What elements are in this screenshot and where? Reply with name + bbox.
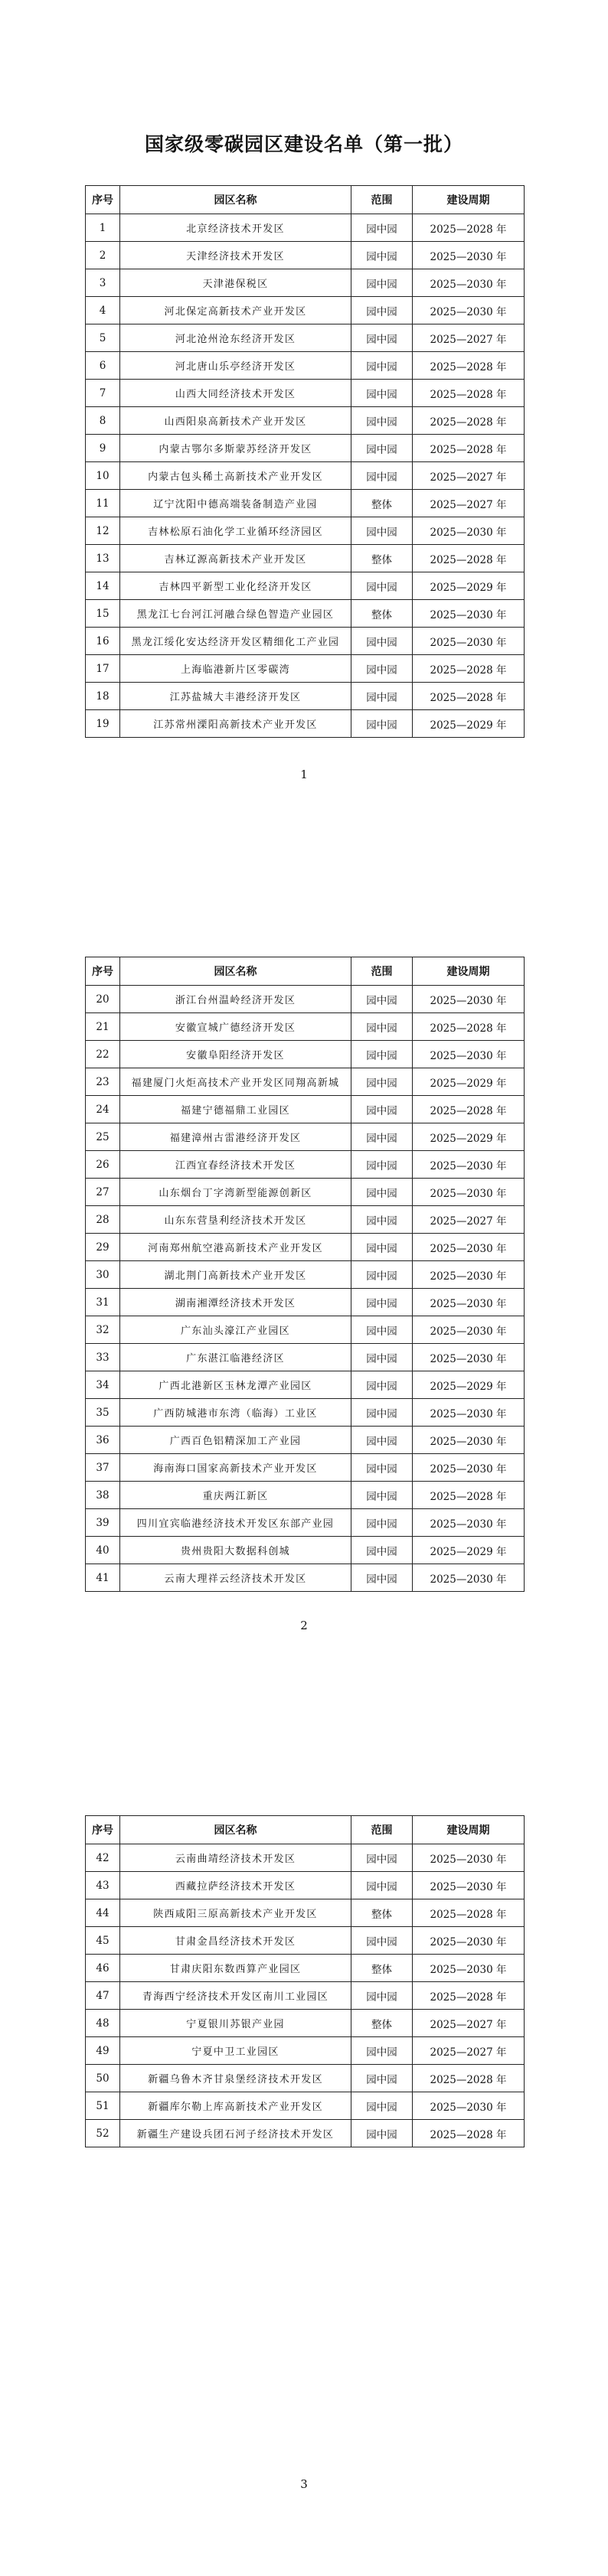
row-number: 21: [86, 1013, 120, 1041]
park-scope: 园中园: [351, 986, 413, 1013]
construction-period: 2025—2030 年: [413, 986, 525, 1013]
construction-period: 2025—2030 年: [413, 1179, 525, 1206]
park-name: 西藏拉萨经济技术开发区: [120, 1872, 351, 1899]
construction-period: 2025—2027 年: [413, 2037, 525, 2065]
table-row: [86, 1982, 525, 2010]
construction-period: 2025—2027 年: [413, 462, 525, 490]
construction-period: 2025—2030 年: [413, 1316, 525, 1344]
park-scope: 园中园: [351, 1482, 413, 1509]
table-row: [86, 1899, 525, 1927]
construction-period: 2025—2030 年: [413, 1399, 525, 1427]
row-number: 45: [86, 1927, 120, 1955]
park-table: [85, 957, 525, 1592]
table-row: [86, 1179, 525, 1206]
row-number: 17: [86, 655, 120, 683]
table-row: [86, 1261, 525, 1289]
table-row: [86, 2010, 525, 2037]
table-row: [86, 986, 525, 1013]
park-name: 青海西宁经济技术开发区南川工业园区: [120, 1982, 351, 2010]
construction-period: 2025—2030 年: [413, 2092, 525, 2120]
row-number: 32: [86, 1316, 120, 1344]
table-row: [86, 572, 525, 600]
row-number: 41: [86, 1564, 120, 1592]
park-scope: 园中园: [351, 1068, 413, 1096]
header-period: 建设周期: [413, 186, 525, 214]
table-row: [86, 2120, 525, 2147]
park-scope: 园中园: [351, 380, 413, 407]
park-scope: 园中园: [351, 1261, 413, 1289]
park-name: 广东湛江临港经济区: [120, 1344, 351, 1371]
construction-period: 2025—2028 年: [413, 683, 525, 710]
park-scope: 园中园: [351, 1537, 413, 1564]
park-scope: 园中园: [351, 1316, 413, 1344]
park-scope: 园中园: [351, 1344, 413, 1371]
row-number: 27: [86, 1179, 120, 1206]
row-number: 42: [86, 1844, 120, 1872]
park-scope: 园中园: [351, 1427, 413, 1454]
table-row: [86, 655, 525, 683]
table-row: [86, 380, 525, 407]
row-number: 28: [86, 1206, 120, 1234]
park-name: 吉林松原石油化学工业循环经济园区: [120, 517, 351, 545]
table-row: [86, 628, 525, 655]
construction-period: 2025—2030 年: [413, 1454, 525, 1482]
park-scope: 整体: [351, 1899, 413, 1927]
page-number: 1: [300, 768, 308, 781]
row-number: 33: [86, 1344, 120, 1371]
row-number: 20: [86, 986, 120, 1013]
park-scope: 园中园: [351, 2120, 413, 2147]
park-scope: 园中园: [351, 655, 413, 683]
row-number: 34: [86, 1371, 120, 1399]
construction-period: 2025—2030 年: [413, 242, 525, 269]
row-number: 23: [86, 1068, 120, 1096]
construction-period: 2025—2030 年: [413, 1041, 525, 1068]
construction-period: 2025—2027 年: [413, 1206, 525, 1234]
park-name: 宁夏中卫工业园区: [120, 2037, 351, 2065]
park-scope: 园中园: [351, 2092, 413, 2120]
park-scope: 园中园: [351, 1234, 413, 1261]
page-number: 2: [300, 1619, 308, 1632]
park-name: 辽宁沈阳中德高端装备制造产业园: [120, 490, 351, 517]
park-scope: 园中园: [351, 1844, 413, 1872]
park-name: 新疆生产建设兵团石河子经济技术开发区: [120, 2120, 351, 2147]
park-name: 湖南湘潭经济技术开发区: [120, 1289, 351, 1316]
park-table: [85, 185, 525, 738]
park-name: 甘肃金昌经济技术开发区: [120, 1927, 351, 1955]
park-name: 福建宁德福鼎工业园区: [120, 1096, 351, 1123]
table-row: [86, 352, 525, 380]
park-name: 甘肃庆阳东数西算产业园区: [120, 1955, 351, 1982]
park-name: 安徽阜阳经济开发区: [120, 1041, 351, 1068]
park-name: 内蒙古包头稀土高新技术产业开发区: [120, 462, 351, 490]
park-scope: 园中园: [351, 324, 413, 352]
header-period: 建设周期: [413, 1816, 525, 1844]
construction-period: 2025—2029 年: [413, 1123, 525, 1151]
construction-period: 2025—2027 年: [413, 2010, 525, 2037]
header-name: 园区名称: [120, 1816, 351, 1844]
park-scope: 园中园: [351, 2065, 413, 2092]
table-row: [86, 242, 525, 269]
park-scope: 园中园: [351, 435, 413, 462]
park-name: 广西防城港市东湾（临海）工业区: [120, 1399, 351, 1427]
table-row: [86, 1564, 525, 1592]
construction-period: 2025—2028 年: [413, 435, 525, 462]
table-row: [86, 2065, 525, 2092]
construction-period: 2025—2030 年: [413, 628, 525, 655]
header-name: 园区名称: [120, 957, 351, 986]
park-scope: 园中园: [351, 1206, 413, 1234]
table-row: [86, 1371, 525, 1399]
header-no: 序号: [86, 957, 120, 986]
row-number: 40: [86, 1537, 120, 1564]
park-scope: 园中园: [351, 352, 413, 380]
park-name: 黑龙江绥化安达经济开发区精细化工产业园: [120, 628, 351, 655]
park-name: 广西北港新区玉林龙潭产业园区: [120, 1371, 351, 1399]
park-scope: 园中园: [351, 242, 413, 269]
row-number: 52: [86, 2120, 120, 2147]
row-number: 48: [86, 2010, 120, 2037]
header-scope: 范围: [351, 957, 413, 986]
park-scope: 整体: [351, 1955, 413, 1982]
table-row: [86, 1206, 525, 1234]
park-name: 吉林辽源高新技术产业开发区: [120, 545, 351, 572]
row-number: 38: [86, 1482, 120, 1509]
table-row: [86, 1041, 525, 1068]
row-number: 4: [86, 297, 120, 324]
park-name: 福建厦门火炬高技术产业开发区同翔高新城: [120, 1068, 351, 1096]
row-number: 14: [86, 572, 120, 600]
park-table: [85, 1815, 525, 2147]
park-name: 天津港保税区: [120, 269, 351, 297]
construction-period: 2025—2030 年: [413, 600, 525, 628]
park-scope: 园中园: [351, 572, 413, 600]
construction-period: 2025—2028 年: [413, 545, 525, 572]
row-number: 15: [86, 600, 120, 628]
row-number: 39: [86, 1509, 120, 1537]
park-scope: 园中园: [351, 1872, 413, 1899]
construction-period: 2025—2028 年: [413, 655, 525, 683]
row-number: 19: [86, 710, 120, 738]
table-row: [86, 545, 525, 572]
row-number: 49: [86, 2037, 120, 2065]
park-name: 天津经济技术开发区: [120, 242, 351, 269]
park-name: 湖北荆门高新技术产业开发区: [120, 1261, 351, 1289]
table-row: [86, 1537, 525, 1564]
park-scope: 园中园: [351, 517, 413, 545]
construction-period: 2025—2027 年: [413, 490, 525, 517]
park-scope: 园中园: [351, 1982, 413, 2010]
park-scope: 整体: [351, 2010, 413, 2037]
row-number: 37: [86, 1454, 120, 1482]
table-row: [86, 490, 525, 517]
park-scope: 园中园: [351, 1927, 413, 1955]
park-name: 广东汕头濠江产业园区: [120, 1316, 351, 1344]
construction-period: 2025—2030 年: [413, 1564, 525, 1592]
table-row: [86, 1427, 525, 1454]
construction-period: 2025—2028 年: [413, 1482, 525, 1509]
table-row: [86, 1013, 525, 1041]
row-number: 44: [86, 1899, 120, 1927]
row-number: 24: [86, 1096, 120, 1123]
table-row: [86, 462, 525, 490]
park-scope: 园中园: [351, 214, 413, 242]
row-number: 22: [86, 1041, 120, 1068]
table-row: [86, 1234, 525, 1261]
construction-period: 2025—2029 年: [413, 1537, 525, 1564]
park-name: 北京经济技术开发区: [120, 214, 351, 242]
construction-period: 2025—2030 年: [413, 1261, 525, 1289]
park-scope: 园中园: [351, 407, 413, 435]
table-row: [86, 2092, 525, 2120]
park-name: 广西百色铝精深加工产业园: [120, 1427, 351, 1454]
row-number: 3: [86, 269, 120, 297]
construction-period: 2025—2029 年: [413, 710, 525, 738]
header-no: 序号: [86, 186, 120, 214]
row-number: 12: [86, 517, 120, 545]
construction-period: 2025—2030 年: [413, 1844, 525, 1872]
construction-period: 2025—2030 年: [413, 1427, 525, 1454]
table-row: [86, 1096, 525, 1123]
construction-period: 2025—2027 年: [413, 324, 525, 352]
construction-period: 2025—2028 年: [413, 1982, 525, 2010]
park-name: 海南海口国家高新技术产业开发区: [120, 1454, 351, 1482]
park-name: 新疆库尔勒上库高新技术产业开发区: [120, 2092, 351, 2120]
row-number: 35: [86, 1399, 120, 1427]
park-name: 黑龙江七台河江河融合绿色智造产业园区: [120, 600, 351, 628]
park-scope: 园中园: [351, 1096, 413, 1123]
row-number: 30: [86, 1261, 120, 1289]
park-scope: 园中园: [351, 710, 413, 738]
document-title: 国家级零碳园区建设名单（第一批）: [144, 133, 463, 155]
construction-period: 2025—2030 年: [413, 1872, 525, 1899]
park-name: 陕西咸阳三原高新技术产业开发区: [120, 1899, 351, 1927]
park-name: 江苏盐城大丰港经济开发区: [120, 683, 351, 710]
header-name: 园区名称: [120, 186, 351, 214]
table-header-row: [86, 957, 525, 986]
construction-period: 2025—2030 年: [413, 1955, 525, 1982]
row-number: 31: [86, 1289, 120, 1316]
park-name: 江苏常州溧阳高新技术产业开发区: [120, 710, 351, 738]
header-scope: 范围: [351, 186, 413, 214]
park-scope: 园中园: [351, 1454, 413, 1482]
table-row: [86, 710, 525, 738]
table-row: [86, 435, 525, 462]
park-scope: 园中园: [351, 683, 413, 710]
row-number: 26: [86, 1151, 120, 1179]
park-scope: 园中园: [351, 462, 413, 490]
park-name: 浙江台州温岭经济开发区: [120, 986, 351, 1013]
construction-period: 2025—2028 年: [413, 2065, 525, 2092]
park-name: 山西大同经济技术开发区: [120, 380, 351, 407]
park-scope: 整体: [351, 490, 413, 517]
row-number: 6: [86, 352, 120, 380]
construction-period: 2025—2030 年: [413, 269, 525, 297]
table-row: [86, 1955, 525, 1982]
row-number: 18: [86, 683, 120, 710]
park-name: 山东烟台丁字湾新型能源创新区: [120, 1179, 351, 1206]
table-row: [86, 683, 525, 710]
construction-period: 2025—2030 年: [413, 297, 525, 324]
construction-period: 2025—2028 年: [413, 407, 525, 435]
table-row: [86, 1454, 525, 1482]
row-number: 16: [86, 628, 120, 655]
park-name: 河南郑州航空港高新技术产业开发区: [120, 1234, 351, 1261]
construction-period: 2025—2029 年: [413, 1371, 525, 1399]
table-row: [86, 407, 525, 435]
table-row: [86, 2037, 525, 2065]
row-number: 9: [86, 435, 120, 462]
construction-period: 2025—2030 年: [413, 1509, 525, 1537]
park-scope: 整体: [351, 545, 413, 572]
row-number: 13: [86, 545, 120, 572]
row-number: 7: [86, 380, 120, 407]
table-row: [86, 1399, 525, 1427]
header-period: 建设周期: [413, 957, 525, 986]
construction-period: 2025—2028 年: [413, 2120, 525, 2147]
park-scope: 园中园: [351, 297, 413, 324]
park-scope: 园中园: [351, 1041, 413, 1068]
park-scope: 园中园: [351, 2037, 413, 2065]
park-name: 贵州贵阳大数据科创城: [120, 1537, 351, 1564]
park-scope: 园中园: [351, 1371, 413, 1399]
row-number: 43: [86, 1872, 120, 1899]
table-row: [86, 324, 525, 352]
park-scope: 园中园: [351, 1509, 413, 1537]
table-row: [86, 269, 525, 297]
row-number: 50: [86, 2065, 120, 2092]
header-no: 序号: [86, 1816, 120, 1844]
row-number: 2: [86, 242, 120, 269]
table-row: [86, 1872, 525, 1899]
park-name: 安徽宣城广德经济开发区: [120, 1013, 351, 1041]
table-row: [86, 1316, 525, 1344]
park-name: 四川宜宾临港经济技术开发区东部产业园: [120, 1509, 351, 1537]
table-row: [86, 1068, 525, 1096]
park-name: 河北唐山乐亭经济开发区: [120, 352, 351, 380]
table-header-row: [86, 186, 525, 214]
header-scope: 范围: [351, 1816, 413, 1844]
park-name: 吉林四平新型工业化经济开发区: [120, 572, 351, 600]
park-scope: 园中园: [351, 1013, 413, 1041]
row-number: 51: [86, 2092, 120, 2120]
park-name: 云南曲靖经济技术开发区: [120, 1844, 351, 1872]
row-number: 46: [86, 1955, 120, 1982]
construction-period: 2025—2028 年: [413, 1899, 525, 1927]
park-scope: 园中园: [351, 1289, 413, 1316]
table-row: [86, 214, 525, 242]
construction-period: 2025—2028 年: [413, 1013, 525, 1041]
row-number: 25: [86, 1123, 120, 1151]
construction-period: 2025—2029 年: [413, 1068, 525, 1096]
construction-period: 2025—2028 年: [413, 352, 525, 380]
row-number: 5: [86, 324, 120, 352]
construction-period: 2025—2030 年: [413, 1151, 525, 1179]
table-row: [86, 1344, 525, 1371]
row-number: 11: [86, 490, 120, 517]
park-scope: 园中园: [351, 1564, 413, 1592]
park-name: 福建漳州古雷港经济开发区: [120, 1123, 351, 1151]
table-row: [86, 1927, 525, 1955]
construction-period: 2025—2030 年: [413, 1927, 525, 1955]
table-header-row: [86, 1816, 525, 1844]
construction-period: 2025—2030 年: [413, 1234, 525, 1261]
row-number: 47: [86, 1982, 120, 2010]
park-name: 河北沧州沧东经济开发区: [120, 324, 351, 352]
table-row: [86, 1509, 525, 1537]
page-number: 3: [300, 2477, 308, 2491]
park-scope: 园中园: [351, 628, 413, 655]
park-scope: 园中园: [351, 1123, 413, 1151]
construction-period: 2025—2030 年: [413, 1344, 525, 1371]
construction-period: 2025—2028 年: [413, 1096, 525, 1123]
construction-period: 2025—2030 年: [413, 1289, 525, 1316]
table-row: [86, 1289, 525, 1316]
park-name: 宁夏银川苏银产业园: [120, 2010, 351, 2037]
row-number: 36: [86, 1427, 120, 1454]
construction-period: 2025—2029 年: [413, 572, 525, 600]
park-scope: 整体: [351, 600, 413, 628]
park-name: 重庆两江新区: [120, 1482, 351, 1509]
construction-period: 2025—2030 年: [413, 517, 525, 545]
park-scope: 园中园: [351, 269, 413, 297]
park-scope: 园中园: [351, 1179, 413, 1206]
table-row: [86, 600, 525, 628]
park-name: 云南大理祥云经济技术开发区: [120, 1564, 351, 1592]
table-row: [86, 1482, 525, 1509]
row-number: 29: [86, 1234, 120, 1261]
row-number: 1: [86, 214, 120, 242]
table-row: [86, 517, 525, 545]
park-name: 江西宜春经济技术开发区: [120, 1151, 351, 1179]
table-row: [86, 1151, 525, 1179]
park-name: 上海临港新片区零碳湾: [120, 655, 351, 683]
park-scope: 园中园: [351, 1151, 413, 1179]
park-name: 内蒙古鄂尔多斯蒙苏经济开发区: [120, 435, 351, 462]
park-name: 河北保定高新技术产业开发区: [120, 297, 351, 324]
park-scope: 园中园: [351, 1399, 413, 1427]
row-number: 8: [86, 407, 120, 435]
construction-period: 2025—2028 年: [413, 214, 525, 242]
park-name: 山西阳泉高新技术产业开发区: [120, 407, 351, 435]
table-row: [86, 1844, 525, 1872]
table-row: [86, 1123, 525, 1151]
table-row: [86, 297, 525, 324]
park-name: 山东东营垦利经济技术开发区: [120, 1206, 351, 1234]
row-number: 10: [86, 462, 120, 490]
park-name: 新疆乌鲁木齐甘泉堡经济技术开发区: [120, 2065, 351, 2092]
construction-period: 2025—2028 年: [413, 380, 525, 407]
